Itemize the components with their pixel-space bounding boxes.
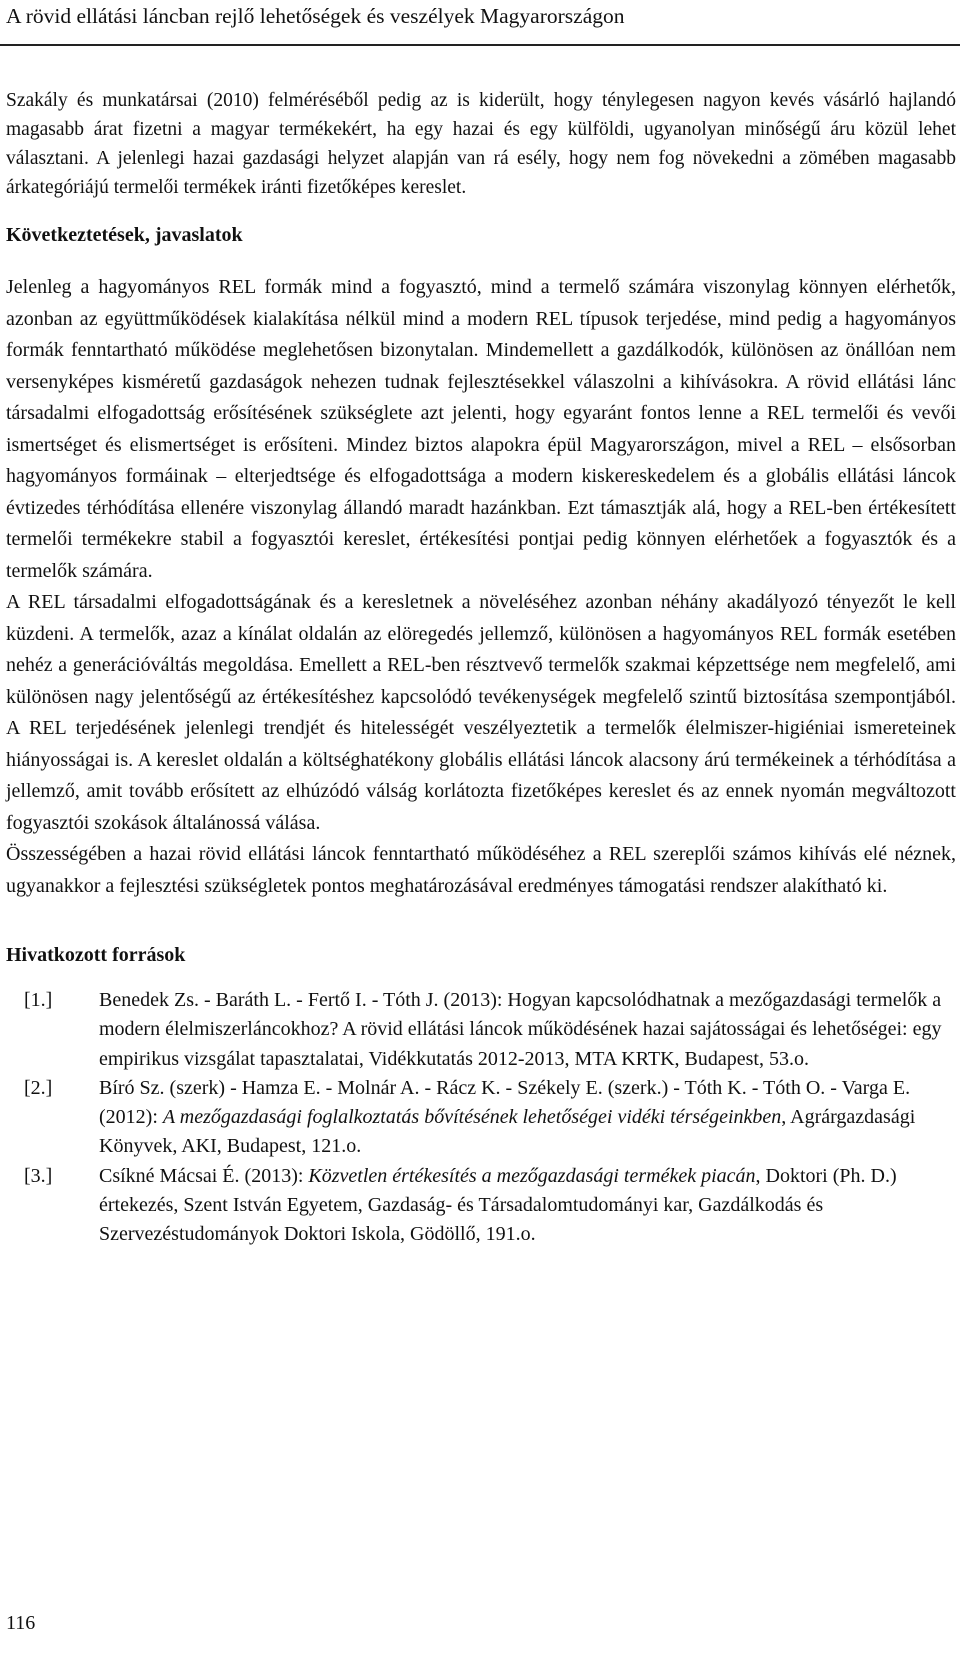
conclusions-paragraph: Összességében a hazai rövid ellátási láncok fenntartható működéséhez a REL szereplői számos kihívás elé néznek, ugyanakkor a fejlesztési szükségletek pontos meghatározásával eredményes támogatási rendszer alakítható ki. — [6, 843, 956, 897]
reference-text: Bíró Sz. (szerk) - Hamza E. - Molnár A. - Rácz K. - Székely E. (szerk.) - Tóth K. - Tóth O. - Varga E. (2012): A mezőgazdasági foglalkoztatás bővítésének lehetőségei vidéki térségeinkben, Agrárgazdasági Könyvek, AKI, Budapest, 121.o. — [99, 1076, 916, 1158]
intro-paragraph: Szakály és munkatársai (2010) felméréséből pedig az is kiderült, hogy ténylegesen nagyon kevés vásárló hajlandó magasabb árat fizetni a magyar termékekért, ha egy hazai és egy külföldi, ugyanolyan minőségű áru közül lehet választani. A jelenlegi hazai gazdasági helyzet alapján van rá esély, hogy nem fog növekedni a zömében magasabb árkategóriájú termelői termékek iránti fizetőképes kereslet. — [6, 90, 956, 198]
reference-item — [6, 1162, 956, 1250]
reference-text: Csíkné Mácsai É. (2013): Közvetlen értékesítés a mezőgazdasági termékek piacán, Doktori (Ph. D.) értekezés, Szent István Egyetem, Gazdaság- és Társadalomtudományi kar, Gazdálkodás és Szervezéstudományok Doktori Iskola, Gödöllő, 191.o. — [99, 1164, 897, 1246]
page-body — [6, 86, 956, 1250]
page-number: 116 — [6, 1612, 36, 1634]
header-rule — [0, 44, 960, 46]
reference-number: [3.] — [24, 1164, 53, 1187]
reference-item — [6, 986, 956, 1074]
reference-number: [1.] — [24, 989, 53, 1011]
reference-item — [6, 1074, 956, 1162]
section-heading-conclusions: Következtetések, javaslatok — [6, 224, 243, 246]
running-header-title: A rövid ellátási láncban rejlő lehetőségek és veszélyek Magyarországon — [6, 4, 625, 28]
conclusions-paragraph: Jelenleg a hagyományos REL formák mind a fogyasztó, mind a termelő számára viszonylag könnyen elérhetők, azonban az együttműködések kialakítása nélkül mind a modern REL típusok terjedése, mind pedig a hagyományos formák fenntartható működése meglehetősen bizonytalan. Mindemellett a gazdálkodók, különösen az önállóan nem versenyképes kisméretű gazdaságok nehezen tudnak fejlesztésekkel válaszolni a kihívásokra. A rövid ellátási lánc társadalmi elfogadottság erősítésének szükséglete azt jelenti, hogy egyaránt fontos lenne a REL termelői és vevői ismertséget és elismertséget is erősíteni. Mindez biztos alapokra épül Magyarországon, mivel a REL – elsősorban hagyományos formáinak – elterjedtsége és elfogadottsága a modern kiskereskedelem és a globális ellátási láncok évtizedes térhódítása ellenére viszonylag állandó maradt hazánkban. Ezt támasztják alá, hogy a REL-ben értékesített termelői termékekre stabil a fogyasztói kereslet, értékesítési pontjai pedig könnyen elérhetőek a fogyasztók és a termelők számára. — [6, 276, 956, 582]
section-heading-references: Hivatkozott források — [6, 944, 186, 966]
reference-text: Benedek Zs. - Baráth L. - Fertő I. - Tóth J. (2013): Hogyan kapcsolódhatnak a mezőgazdasági termelők a modern élelmiszerláncokhoz? A rövid ellátási láncok működésének hazai sajátosságai és lehetőségei: egy empirikus vizsgálat tapasztalatai, Vidékkutatás 2012-2013, MTA KRTK, Budapest, 53.o. — [99, 989, 942, 1070]
conclusions-paragraph: A REL társadalmi elfogadottságának és a keresletnek a növeléséhez azonban néhány akadályozó tényezőt le kell küzdeni. A termelők, azaz a kínálat oldalán az elöregedés jellemző, különösen a hagyományos REL formák esetében nehéz a generációváltás megoldása. Emellett a REL-ben résztvevő termelők szakmai képzettsége nem megfelelő, ami különösen nagy jelentőségű az értékesítéshez kapcsolódó tevékenységek megfelelő szintű biztosítása szempontjából. A REL terjedésének jelenlegi trendjét és hitelességét veszélyeztetik a termelők élelmiszer-higiéniai ismereteinek hiányosságai is. A kereslet oldalán a költséghatékony globális ellátási láncok alacsony árú termékeinek a térhódítása a jellemző, amit tovább erősített az elhúzódó válság korlátozta fizetőképes kereslet és az ennek nyomán megváltozott fogyasztói szokások általánossá válása. — [6, 591, 956, 834]
reference-list — [6, 986, 956, 1250]
reference-number: [2.] — [24, 1076, 53, 1099]
